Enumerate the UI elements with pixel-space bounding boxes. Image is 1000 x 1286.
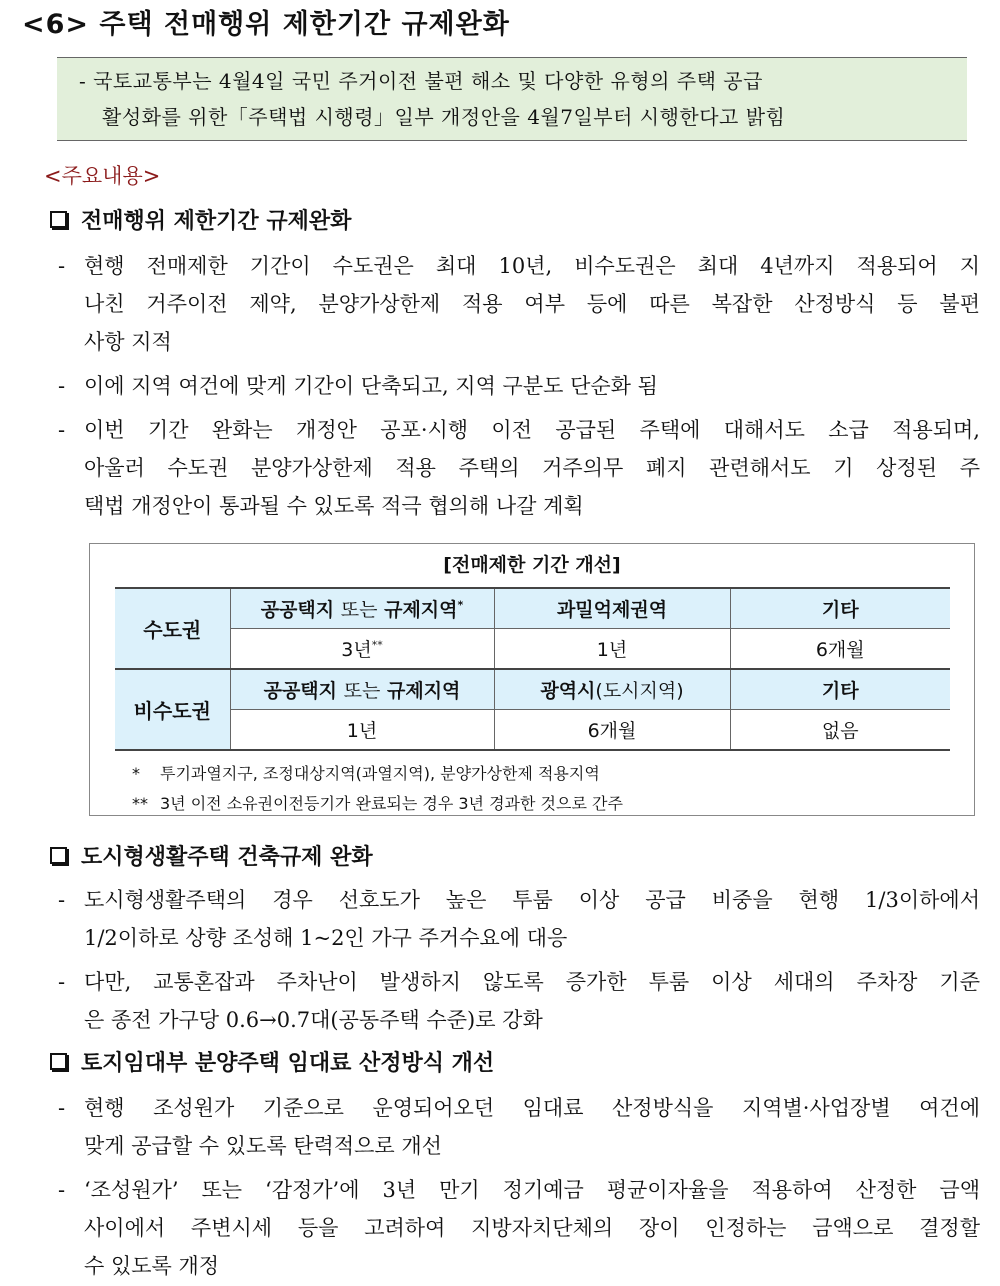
bullet-continuation xyxy=(84,1212,980,1242)
bullet-text: 이에 지역 여건에 맞게 기간이 단축되고, 지역 구분도 단순화 됨 xyxy=(84,374,658,398)
value-cell: 6개월 xyxy=(730,629,950,670)
bullet-text: 사이에서 주변시세 등을 고려하여 지방자치단체의 장이 인정하는 금액으로 결정할 xyxy=(84,1216,980,1240)
region-cell-noncapital: 비수도권 xyxy=(115,669,230,750)
section-heading-text: 토지임대부 분양주택 임대료 산정방식 개선 xyxy=(81,1051,495,1076)
section-heading-text: 도시형생활주택 건축규제 완화 xyxy=(81,845,373,870)
main-content-label: <주요내용> xyxy=(44,164,161,188)
section-heading-text: 전매행위 제한기간 규제완화 xyxy=(81,209,352,234)
bullet-text: 아울러 수도권 분양가상한제 적용 주택의 거주의무 폐지 관련해서도 기 상정된 주 xyxy=(84,456,980,480)
bullet-item: - 이에 지역 여건에 맞게 기간이 단축되고, 지역 구분도 단순화 됨 xyxy=(58,374,658,398)
bullet-continuation: 맞게 공급할 수 있도록 탄력적으로 개선 xyxy=(84,1134,442,1158)
bullet-text: 다만, 교통혼잡과 주차난이 발생하지 않도록 증가한 투룸 이상 세대의 주차장 기준 xyxy=(84,970,980,994)
bullet-continuation: 수 있도록 개정 xyxy=(84,1254,220,1278)
value-cell: 6개월 xyxy=(494,710,730,751)
bullet-text: 현행 조성원가 기준으로 운영되어오던 임대료 산정방식을 지역별·사업장별 여건에 xyxy=(84,1096,980,1120)
bullet-item: - 다만, 교통혼잡과 주차난이 발생하지 않도록 증가한 투룸 이상 세대의 주차장 기준 xyxy=(58,966,980,996)
value-cell: 1년 xyxy=(230,710,494,751)
section-heading-resale xyxy=(44,204,351,235)
bullet-item: - 현행 전매제한 기간이 수도권은 최대 10년, 비수도권은 최대 4년까지 적용되어 지 xyxy=(58,250,980,280)
bullet-item: - ‘조성원가’ 또는 ‘감정가’에 3년 만기 정기예금 평균이자율을 적용하여 산정한 금액 xyxy=(58,1174,980,1204)
resale-period-table-box xyxy=(89,543,975,816)
table-footnote: * 투기과열지구, 조정대상지역(과열지역), 분양가상한제 적용지역 xyxy=(132,764,600,783)
bullet-item: - 현행 조성원가 기준으로 운영되어오던 임대료 산정방식을 지역별·사업장별 여건에 xyxy=(58,1092,980,1122)
bullet-continuation: 사항 지적 xyxy=(84,330,172,354)
header-cell: 공공택지 또는 규제지역* xyxy=(230,588,494,629)
header-cell: 광역시(도시지역) xyxy=(494,669,730,710)
header-cell: 공공택지 또는 규제지역 xyxy=(230,669,494,710)
table-footnote: ** 3년 이전 소유권이전등기가 완료되는 경우 3년 경과한 것으로 간주 xyxy=(132,794,623,813)
section-heading-urban-housing xyxy=(44,840,373,871)
bullet-continuation: 은 종전 가구당 0.6→0.7대(공동주택 수준)로 강화 xyxy=(84,1008,543,1032)
bullet-text: ‘조성원가’ 또는 ‘감정가’에 3년 만기 정기예금 평균이자율을 적용하여 산정한 금액 xyxy=(84,1178,980,1202)
table-row xyxy=(115,629,950,670)
bullet-item: - 이번 기간 완화는 개정안 공포·시행 이전 공급된 주택에 대해서도 소급 적용되며, xyxy=(58,414,980,444)
bullet-text: 나친 거주이전 제약, 분양가상한제 적용 여부 등에 따른 복잡한 산정방식 등 불편 xyxy=(84,292,980,316)
header-cell: 기타 xyxy=(730,588,950,629)
bullet-item: - 도시형생활주택의 경우 선호도가 높은 투룸 이상 공급 비중을 현행 1/3이하에서 xyxy=(58,884,980,914)
value-cell: 1년 xyxy=(494,629,730,670)
table-row xyxy=(115,588,950,629)
bullet-text: 현행 전매제한 기간이 수도권은 최대 10년, 비수도권은 최대 4년까지 적용되어 지 xyxy=(84,254,980,278)
summary-line-2: 활성화를 위한「주택법 시행령」일부 개정안을 4월7일부터 시행한다고 밝힘 xyxy=(102,105,786,129)
summary-box xyxy=(57,57,967,141)
value-cell: 없음 xyxy=(730,710,950,751)
checkbox-square-icon xyxy=(50,1053,67,1070)
bullet-continuation: 택법 개정안이 통과될 수 있도록 적극 협의해 나갈 계획 xyxy=(84,494,584,518)
section-heading-land-lease xyxy=(44,1046,494,1077)
checkbox-square-icon xyxy=(50,211,67,228)
resale-period-table xyxy=(115,587,950,751)
bullet-text: 도시형생활주택의 경우 선호도가 높은 투룸 이상 공급 비중을 현행 1/3이하에서 xyxy=(84,888,980,912)
bullet-continuation: 1/2이하로 상향 조성해 1~2인 가구 주거수요에 대응 xyxy=(84,926,568,950)
bullet-continuation xyxy=(84,288,980,318)
bullet-text: 이번 기간 완화는 개정안 공포·시행 이전 공급된 주택에 대해서도 소급 적용되며, xyxy=(84,418,980,442)
summary-line-1: - 국토교통부는 4월4일 국민 주거이전 불편 해소 및 다양한 유형의 주택 공급 xyxy=(79,69,763,93)
header-cell: 기타 xyxy=(730,669,950,710)
page-title: <6> 주택 전매행위 제한기간 규제완화 xyxy=(22,9,510,40)
value-cell: 3년** xyxy=(230,629,494,670)
checkbox-square-icon xyxy=(50,847,67,864)
region-cell-capital: 수도권 xyxy=(115,588,230,669)
table-title: [전매제한 기간 개선] xyxy=(443,554,621,576)
bullet-continuation xyxy=(84,452,980,482)
header-cell: 과밀억제권역 xyxy=(494,588,730,629)
table-row xyxy=(115,710,950,751)
table-row xyxy=(115,669,950,710)
